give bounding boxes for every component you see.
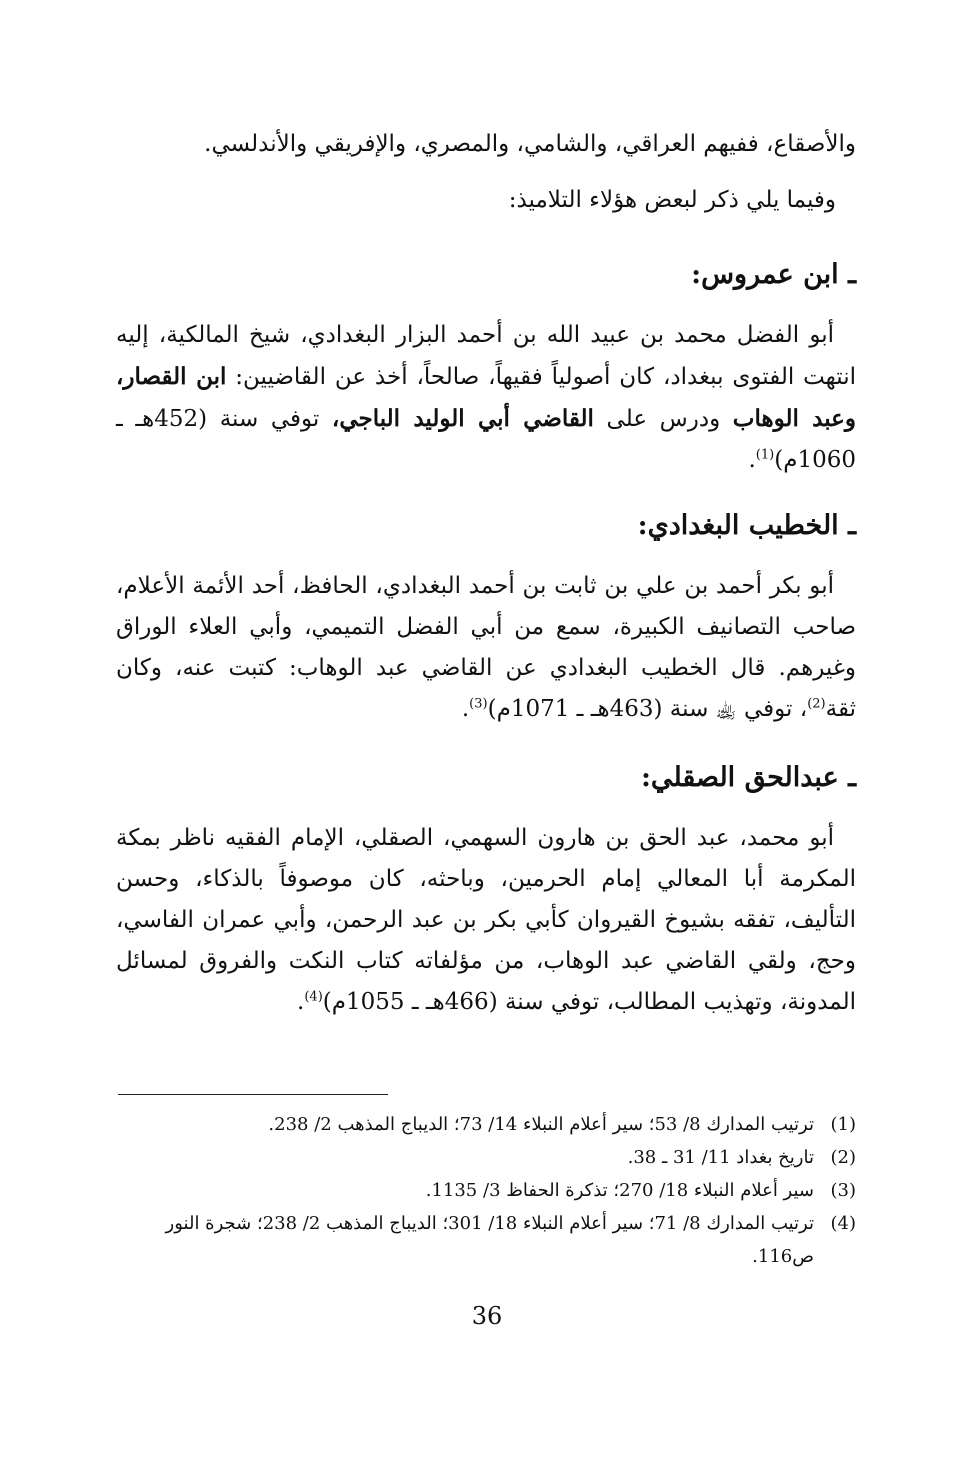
footnote-number: (4) xyxy=(830,1213,856,1234)
section-body-khatib xyxy=(116,566,856,730)
section-heading-khatib: ـ الخطيب البغدادي: xyxy=(637,510,856,541)
section-heading-abdulhaq: ـ عبدالحق الصقلي: xyxy=(640,762,856,793)
footnote-text: تاريخ بغداد 11/ 31 ـ 38. xyxy=(627,1147,814,1168)
footnote-text: ترتيب المدارك 8/ 53؛ سير أعلام النبلاء 14/ 73؛ الديباج المذهب 2/ 238. xyxy=(268,1114,814,1135)
footnotes xyxy=(116,1108,856,1273)
body-text: ، توفي ﵀ سنة (463هـ ـ 1071م) xyxy=(487,696,808,722)
footnote-item xyxy=(116,1141,856,1174)
bold-names: القاضي أبي الوليد الباجي، xyxy=(331,405,594,432)
intro-line-1: والأصقاع، ففيهم العراقي، والشامي، والمصري، والإفريقي والأندلسي. xyxy=(204,131,856,157)
footnote-ref: (2) xyxy=(807,696,826,712)
intro-line-2: وفيما يلي ذكر لبعض هؤلاء التلاميذ: xyxy=(508,187,836,213)
footnote-divider xyxy=(118,1094,388,1095)
paragraph xyxy=(116,566,856,730)
footnote-item xyxy=(116,1108,856,1141)
footnote-ref: (4) xyxy=(304,989,323,1005)
footnote-number: (2) xyxy=(830,1147,856,1168)
footnote-text: سير أعلام النبلاء 18/ 270؛ تذكرة الحفاظ 3/ 1135. xyxy=(425,1180,814,1201)
body-text: أبو الفضل محمد بن عبيد الله بن أحمد البزار البغدادي، شيخ المالكية، إليه انتهت الفتوى ببغداد، كان أصولياً فقيهاً، صالحاً، أخذ عن القاضيين: xyxy=(116,322,857,390)
paragraph xyxy=(116,315,856,481)
section-body-ibn-amrus xyxy=(116,315,856,481)
footnote-ref: (1) xyxy=(755,447,775,463)
period: . xyxy=(748,447,756,473)
footnote-ref: (3) xyxy=(469,696,488,712)
body-text: أبو محمد، عبد الحق بن هارون السهمي، الصقلي، الإمام الفقيه ناظر بمكة المكرمة أبا المعالي إمام الحرمين، وباحثه، كان موصوفاً بالذكاء، وحسن التأليف، تفقه بشيوخ القيروان كأبي بكر بن عبد الرحمن، وأبي عمران الفاسي، وحج، ولقي القاضي عبد الوهاب، من مؤلفاته كتاب النكت والفروق لمسائل المدونة، وتهذيب المطالب، توفي سنة (466هـ ـ 1055م) xyxy=(116,825,856,1015)
period: . xyxy=(461,696,470,722)
footnote-number: (1) xyxy=(830,1114,856,1135)
section-body-abdulhaq xyxy=(116,818,856,1023)
footnote-number: (3) xyxy=(830,1180,856,1201)
body-text: ودرس على xyxy=(593,406,733,432)
period: . xyxy=(297,989,305,1015)
section-heading-ibn-amrus: ـ ابن عمروس: xyxy=(691,259,856,290)
footnote-text: ترتيب المدارك 8/ 71؛ سير أعلام النبلاء 18/ 301؛ الديباج المذهب 2/ 238؛ شجرة النور ص116. xyxy=(165,1213,814,1267)
body-text: توفي سنة (452هـ ـ 1060م) xyxy=(116,406,856,473)
bold-names: ابن القصار، وعبد الوهاب xyxy=(116,363,857,432)
page-number: 36 xyxy=(471,1302,503,1330)
paragraph xyxy=(116,818,856,1023)
footnote-item xyxy=(116,1174,856,1207)
body-text: أبو بكر أحمد بن علي بن ثابت بن أحمد البغدادي، الحافظ، أحد الأئمة الأعلام، صاحب التصانيف الكبيرة، سمع من أبي الفضل التميمي، وأبي العلاء الوراق وغيرهم. قال الخطيب البغدادي عن القاضي عبد الوهاب: كتبت عنه، وكان ثقة xyxy=(116,573,856,722)
footnote-item xyxy=(116,1207,856,1273)
